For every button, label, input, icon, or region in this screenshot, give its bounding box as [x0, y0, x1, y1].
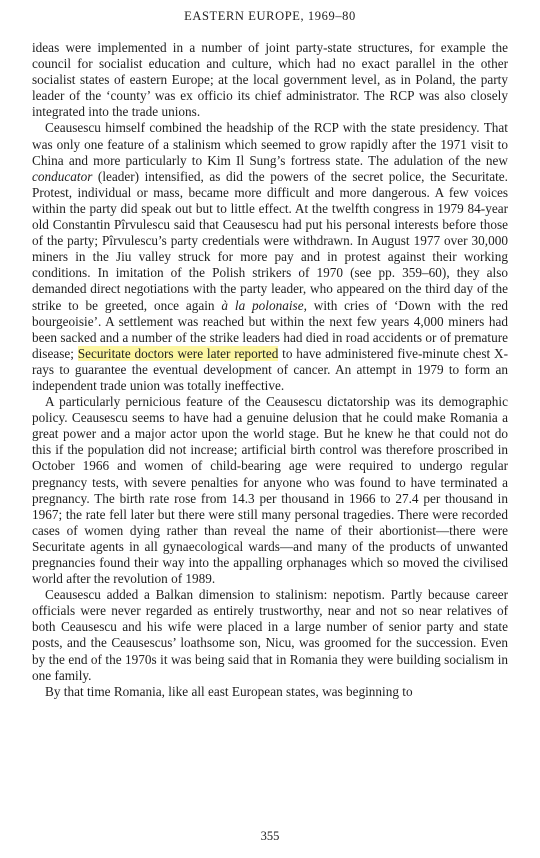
- text-run: Ceausescu himself combined the headship of the RCP with the state presidency. That was only one feature of a stalinism which seemed to grow rapidly after the 1971 visit to China and more particularly to Kim Il Sung’s fortress state. The adulation of the new: [32, 120, 508, 168]
- text-run: with cries of ‘Down with the red bourgeoisie’. A settlement was reached but within the next few years 4,000 miners had been sacked and a number of the strike leaders had died in road accidents or of premature disease;: [32, 297, 508, 361]
- paragraph: [32, 587, 508, 684]
- italic-text: à la polonaise,: [221, 297, 307, 313]
- text-run: Ceausescu added a Balkan dimension to stalinism: nepotism. Partly because career officials were never regarded as entirely trustworthy, near and not so near relatives of both Ceausescu and his wife were placed in a large number of senior party and state posts, and the Ceausescus’ loathsome son, Nicu, was groomed for the succession. Even by the end of the 1970s it was being said that in Romania they were building socialism in one family.: [32, 587, 508, 683]
- paragraph: [32, 120, 508, 394]
- text-run: (leader) intensified, as did the powers of the secret police, the Securitate. Protest, individual or mass, became more difficult and more dangerous. A few voices within the party did speak out but to little effect. At the twelfth congress in 1979 84-year old Constantin Pîrvulescu said that Ceausescu had put his personal interests before those of the party; Pîrvulescu’s party credentials were withdrawn. In August 1977 over 30,000 miners in the Jiu valley struck for more pay and in protest against their working conditions. In imitation of the Polish strikers of 1970 (see pp. 359–60), they also demanded direct negotiations with the party leader, who appeared on the third day of the strike to be greeted, once again: [32, 168, 508, 313]
- paragraph: [32, 40, 508, 120]
- page-number: 355: [260, 829, 280, 843]
- italic-text: conducator: [32, 168, 93, 184]
- paragraph: [32, 394, 508, 587]
- text-run: A particularly pernicious feature of the Ceausescu dictatorship was its demographic policy. Ceausescu seems to have had a genuine delusion that he could make Romania a great power and a major actor upon the world stage. But he knew he that could not do this if the population did not increase; artificial birth control was therefore proscribed in October 1966 and women of child-bearing age were required to undergo regular pregnancy tests, with severe penalties for anyone who was found to have terminated a pregnancy. The birth rate rose from 14.3 per thousand in 1966 to 27.4 per thousand in 1967; the rate fell later but there were still many personal tragedies. There were recorded cases of women dying rather than reveal the name of their abortionist—there were Securitate agents in all gynaecological wards—and many of the products of unwanted pregnancies found their way into the appalling orphanages which so moved the civilised world after the revolution of 1989.: [32, 394, 508, 587]
- body-text: [32, 40, 508, 700]
- text-run: to have administered five-minute chest X-rays to guarantee the eventual development of cancer. An attempt in 1979 to form an independent trade union was totally ineffective.: [32, 345, 508, 393]
- text-run: ideas were implemented in a number of joint party-state structures, for example the council for socialist education and culture, which had no exact parallel in the other socialist states of eastern Europe; at the local government level, as in Poland, the party leader of the ‘county’ was ex officio its chief administrator. The RCP was also closely integrated into the trade unions.: [32, 40, 508, 120]
- highlighted-text: Securitate doctors were later reported: [77, 345, 279, 361]
- text-run: By that time Romania, like all east European states, was beginning to: [45, 683, 413, 699]
- paragraph: [32, 684, 508, 700]
- running-head: EASTERN EUROPE, 1969–80: [184, 9, 356, 23]
